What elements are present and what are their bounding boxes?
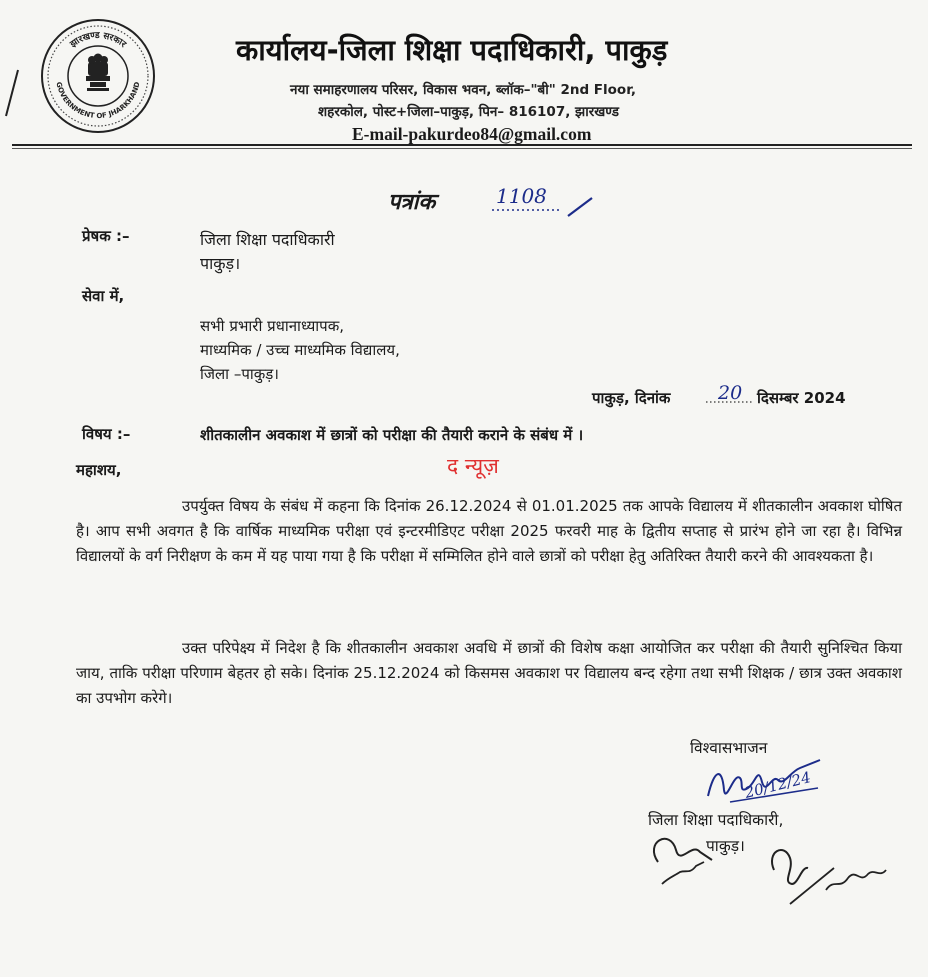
signature-date: 20/12/24 (742, 768, 813, 802)
reference-underline (490, 196, 600, 220)
subject-text: शीतकालीन अवकाश में छात्रों को परीक्षा की तैयारी कराने के संबंध में । (200, 426, 584, 444)
sender-label: प्रेषक :– (82, 227, 130, 245)
body-paragraph-1: उपर्युक्त विषय के संबंध में कहना कि दिनांक 26.12.2024 से 01.01.2025 तक आपके विद्यालय में शीतकालीन अवकाश घोषित है। आप सभी अवगत है कि वार्षिक माध्यमिक परीक्षा एवं इन्टरमीडिएट परीक्षा 2025 फरवरी माह के द्वितीय सप्ताह से प्रारंभ होने जा रहा है। विभिन्न विद्यालयों के वर्ग निरीक्षण के कम में यह पाया गया है कि परीक्षा में सम्मिलित होने वाले छात्रों को परीक्षा हेतु अतिरिक्त तैयारी करने की आवश्यकता है। (76, 497, 902, 565)
closing-district: पाकुड़। (706, 837, 745, 855)
date-day: 20 (718, 382, 743, 404)
header-rule (12, 144, 912, 146)
margin-pen-mark (2, 68, 22, 118)
header-rule-thin (12, 148, 912, 149)
sender-line-1: जिला शिक्षा पदाधिकारी (200, 230, 335, 249)
sender-line-2: पाकुड़। (200, 254, 241, 273)
office-email: E-mail-pakurdeo84@gmail.com (352, 124, 592, 144)
office-title: कार्यालय-जिला शिक्षा पदाधिकारी, पाकुड़ (236, 33, 668, 67)
recipient-line-2: माध्यमिक / उच्च माध्यमिक विद्यालय, (200, 341, 400, 359)
government-seal-icon (40, 18, 156, 134)
date-dots (704, 398, 754, 406)
svg-text:GOVERNMENT OF JHARKHAND: GOVERNMENT OF JHARKHAND (54, 81, 142, 121)
reference-number: 1108 (496, 184, 547, 208)
body-paragraph-2: उक्त परिपेक्ष्य में निदेश है कि शीतकालीन अवकाश अवधि में छात्रों की विशेष कक्षा आयोजित कर परीक्षा की तैयारी सुनिश्चित किया जाय, ताकि परीक्षा परिणाम बेहतर हो सके। दिनांक 25.12.2024 को किसमस अवकाश पर विद्यालय बन्द रहेगा तथा सभी शिक्षक / छात्र उक्त अवकाश का उपभोग करेगे। (76, 639, 902, 707)
closing-yours-faithfully: विश्वासभाजन (690, 739, 768, 757)
recipient-line-3: जिला –पाकुड़। (200, 365, 279, 383)
closing-designation: जिला शिक्षा पदाधिकारी, (648, 811, 784, 829)
initials-scribble-2 (764, 838, 904, 908)
date-prefix: पाकुड़, दिनांक (592, 389, 671, 407)
recipient-line-1: सभी प्रभारी प्रधानाध्यापक, (200, 317, 344, 335)
address-line-2: शहरकोल, पोस्ट+जिला–पाकुड़, पिन– 816107, झारखण्ड (318, 104, 619, 120)
initials-scribble-1 (640, 822, 740, 892)
date-month-year: दिसम्बर 2024 (757, 389, 846, 407)
recipient-label: सेवा में, (82, 287, 125, 305)
address-line-1: नया समाहरणालय परिसर, विकास भवन, ब्लॉक–"बी" 2nd Floor, (290, 82, 637, 98)
svg-text:झारखण्ड सरकार: झारखण्ड सरकार (68, 30, 128, 50)
reference-label: पत्रांक (388, 190, 436, 215)
salutation: महाशय, (76, 461, 122, 479)
subject-label: विषय :– (82, 425, 131, 443)
watermark-text: द न्यूज़ (447, 454, 499, 478)
